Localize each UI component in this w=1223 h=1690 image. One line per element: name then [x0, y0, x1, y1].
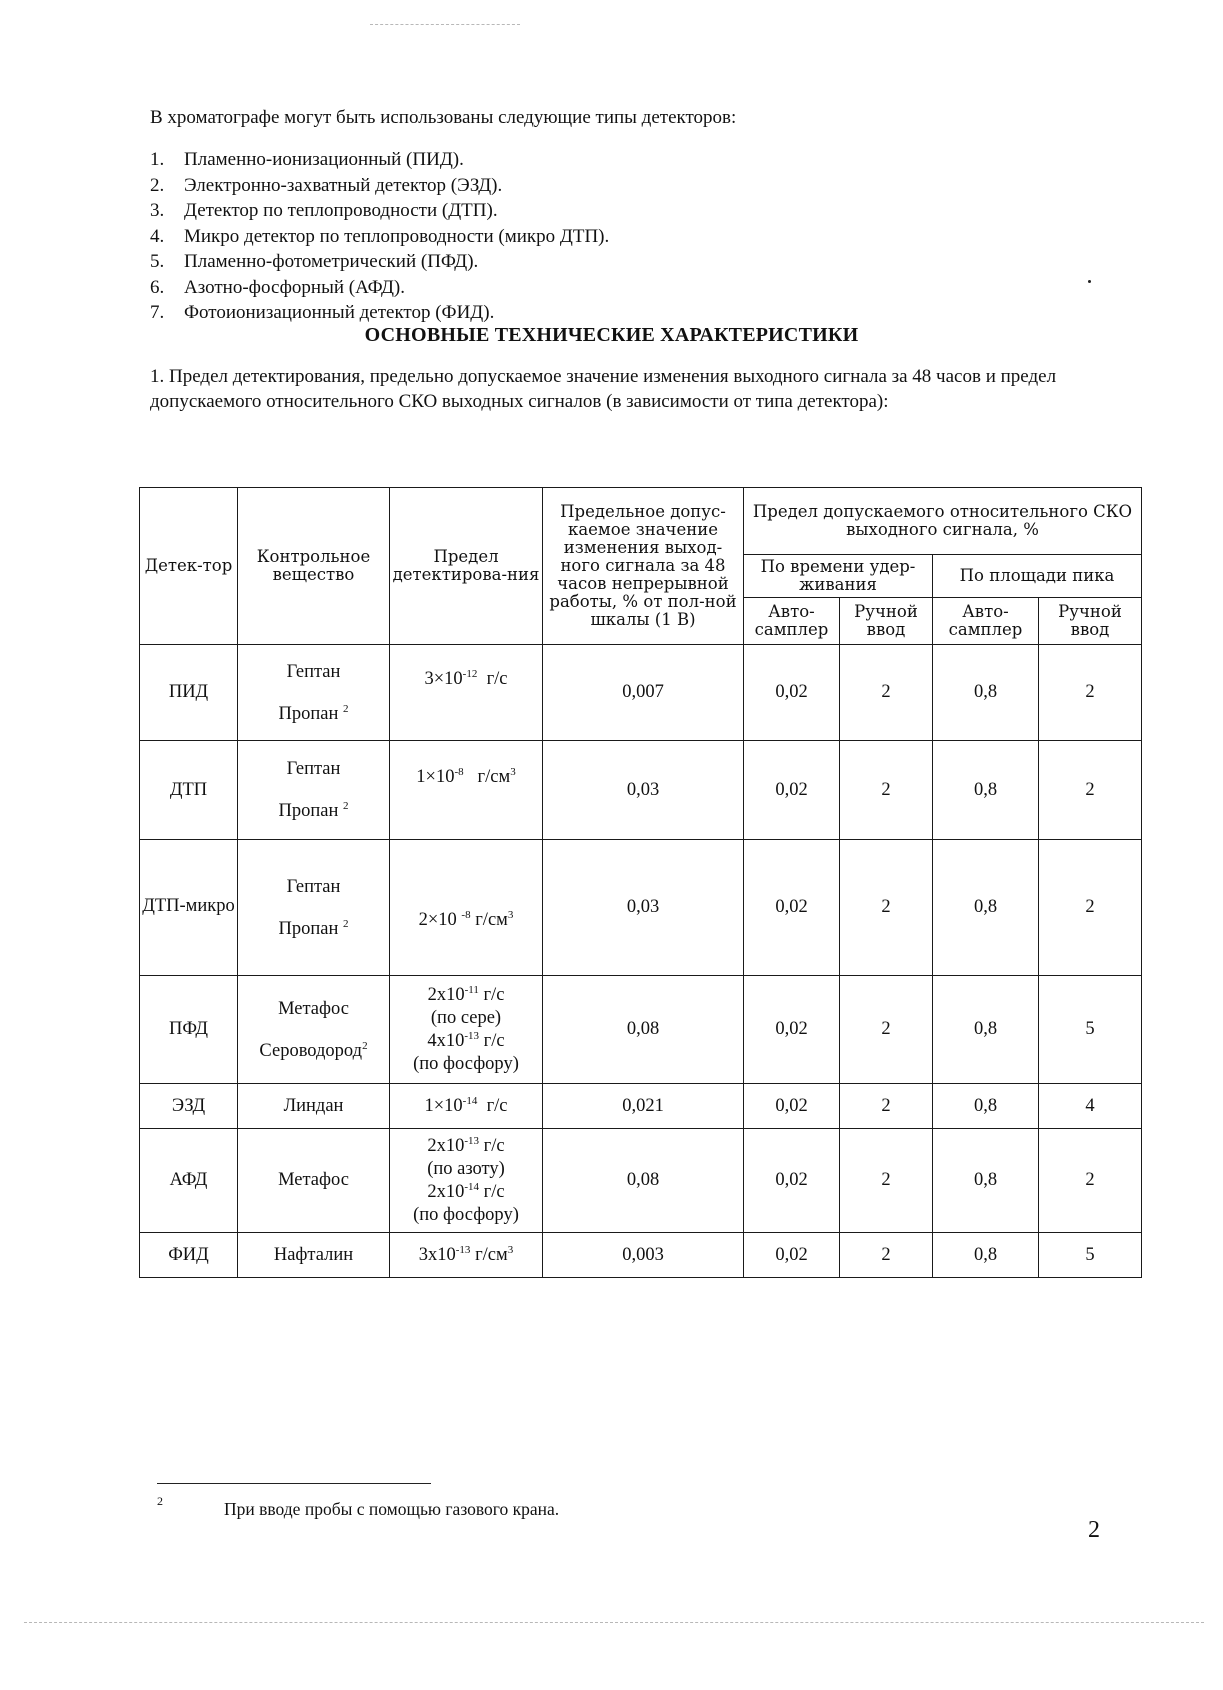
footnote-text: При вводе пробы с помощью газового крана.	[224, 1499, 560, 1519]
list-item: 6. Азотно-фосфорный (АФД).	[150, 276, 406, 298]
cell-limit: $2x10^{-11}$ г/с (по сере) $4x10^{-13}$ г/с (по фосфору)	[390, 976, 543, 1084]
cell-detector: ПИД	[140, 645, 238, 741]
cell-detector: ПФД	[140, 976, 238, 1084]
cell-drift: 0,021	[543, 1084, 744, 1129]
cell-drift: 0,03	[543, 741, 744, 840]
header-area-manual: Ручной ввод	[1039, 598, 1142, 645]
cell-area-manual: 5	[1039, 1233, 1142, 1278]
cell-substance: Метафос	[238, 1129, 390, 1233]
cell-detector: ЭЗД	[140, 1084, 238, 1129]
cell-ret-auto: 0,02	[744, 741, 840, 840]
cell-ret-manual: 2	[840, 1129, 933, 1233]
cell-area-auto: 0,8	[933, 1129, 1039, 1233]
table-row	[140, 840, 1142, 976]
cell-ret-auto: 0,02	[744, 645, 840, 741]
cell-detector: АФД	[140, 1129, 238, 1233]
section-heading: ОСНОВНЫЕ ТЕХНИЧЕСКИЕ ХАРАКТЕРИСТИКИ	[364, 324, 859, 346]
cell-limit: $1\times 10^{-14}$ г/с	[390, 1084, 543, 1129]
cell-area-manual: 4	[1039, 1084, 1142, 1129]
cell-substance: Нафталин	[238, 1233, 390, 1278]
specs-table	[139, 487, 1142, 1278]
header-area: По площади пика	[933, 555, 1142, 598]
cell-area-auto: 0,8	[933, 1084, 1039, 1129]
cell-area-auto: 0,8	[933, 645, 1039, 741]
scan-speck	[1088, 280, 1091, 283]
cell-ret-manual: 2	[840, 840, 933, 976]
scan-artifact-top	[370, 24, 520, 25]
paragraph: 1. Предел детектирования, предельно допускаемое значение изменения выходного сигнала за 48 часов и предел допускаемого относительного СКО выходных сигналов (в зависимости от типа детектора):	[150, 366, 1057, 412]
header-sko: Предел допускаемого относительного СКО выходного сигнала, %	[744, 488, 1142, 555]
list-item: 5. Пламенно-фотометрический (ПФД).	[150, 251, 479, 272]
cell-drift: 0,003	[543, 1233, 744, 1278]
cell-area-auto: 0,8	[933, 741, 1039, 840]
cell-area-manual: 2	[1039, 840, 1142, 976]
cell-limit: $3x10^{-13}$ $г/см^3$	[390, 1233, 543, 1278]
cell-area-manual: 2	[1039, 1129, 1142, 1233]
cell-drift: 0,03	[543, 840, 744, 976]
cell-area-auto: 0,8	[933, 976, 1039, 1084]
table-row	[140, 1233, 1142, 1278]
cell-ret-manual: 2	[840, 976, 933, 1084]
table-row	[140, 976, 1142, 1084]
scan-artifact-bottom	[24, 1622, 1204, 1623]
cell-ret-auto: 0,02	[744, 840, 840, 976]
cell-substance: Гептан Пропан $^2$	[238, 645, 390, 741]
cell-detector: ФИД	[140, 1233, 238, 1278]
list-item: 7. Фотоионизационный детектор (ФИД).	[150, 302, 495, 323]
page-number: 2	[1088, 1517, 1100, 1543]
cell-area-manual: 2	[1039, 645, 1142, 741]
list-item: 4. Микро детектор по теплопроводности (микро ДТП).	[150, 225, 610, 247]
header-substance: Контрольное вещество	[238, 488, 390, 645]
cell-drift: 0,007	[543, 645, 744, 741]
cell-limit: $2x10^{-13}$ г/с (по азоту) $2x10^{-14}$ г/с (по фосфору)	[390, 1129, 543, 1233]
table-row	[140, 1084, 1142, 1129]
cell-ret-manual: 2	[840, 741, 933, 840]
list-item: 3. Детектор по теплопроводности (ДТП).	[150, 200, 498, 221]
intro-text: В хроматографе могут быть использованы следующие типы детекторов:	[150, 107, 737, 128]
cell-ret-auto: 0,02	[744, 1129, 840, 1233]
footnote-mark: 2	[157, 1494, 163, 1508]
table-row	[140, 1129, 1142, 1233]
cell-substance: Гептан Пропан $^2$	[238, 741, 390, 840]
detector-type-list	[150, 147, 609, 326]
cell-detector: ДТП	[140, 741, 238, 840]
header-detector: Детек-тор	[140, 488, 238, 645]
cell-ret-manual: 2	[840, 1233, 933, 1278]
cell-ret-auto: 0,02	[744, 1084, 840, 1129]
table-row	[140, 645, 1142, 741]
cell-area-manual: 2	[1039, 741, 1142, 840]
cell-ret-auto: 0,02	[744, 976, 840, 1084]
cell-area-auto: 0,8	[933, 1233, 1039, 1278]
table-row	[140, 741, 1142, 840]
cell-detector: ДТП-микро	[140, 840, 238, 976]
header-limit: Предел детектирова-ния	[390, 488, 543, 645]
cell-limit: $3\times 10^{-12}$ г/с	[390, 645, 543, 741]
cell-drift: 0,08	[543, 1129, 744, 1233]
cell-ret-manual: 2	[840, 645, 933, 741]
cell-limit: $1\times 10^{-8}$ $г/см^3$	[390, 741, 543, 840]
header-area-auto: Авто-самплер	[933, 598, 1039, 645]
cell-area-manual: 5	[1039, 976, 1142, 1084]
header-ret-manual: Ручной ввод	[840, 598, 933, 645]
header-drift: Предельное допус-каемое значение изменения выход-ного сигнала за 48 часов непрерывной работы, % от пол-ной шкалы (1 В)	[543, 488, 744, 645]
cell-substance: Линдан	[238, 1084, 390, 1129]
cell-area-auto: 0,8	[933, 840, 1039, 976]
list-item: 1. Пламенно-ионизационный (ПИД).	[150, 149, 464, 170]
header-ret-auto: Авто-самплер	[744, 598, 840, 645]
footnote-rule	[157, 1483, 431, 1484]
cell-ret-auto: 0,02	[744, 1233, 840, 1278]
cell-ret-manual: 2	[840, 1084, 933, 1129]
cell-substance: Метафос Сероводород$^2$	[238, 976, 390, 1084]
cell-substance: Гептан Пропан $^2$	[238, 840, 390, 976]
list-item: 2. Электронно-захватный детектор (ЭЗД).	[150, 174, 503, 196]
header-retention: По времени удер-живания	[744, 555, 933, 598]
cell-drift: 0,08	[543, 976, 744, 1084]
cell-limit: 2×10 $^{-8}$ $г/см^3$	[390, 840, 543, 976]
